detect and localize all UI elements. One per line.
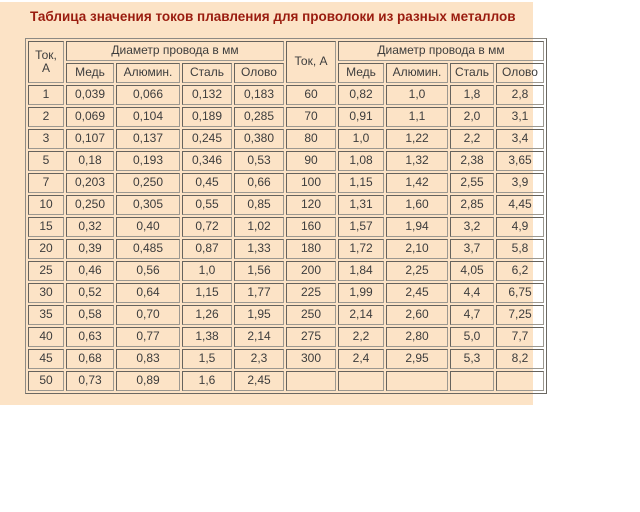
cell: 0,85: [234, 195, 284, 215]
cell: 1,72: [338, 239, 384, 259]
cell: 5: [28, 151, 64, 171]
table-row: [28, 151, 544, 171]
cell: 200: [286, 261, 336, 281]
table-row: [28, 261, 544, 281]
cell: 2,14: [234, 327, 284, 347]
cell: 0,82: [338, 85, 384, 105]
cell: 1,0: [338, 129, 384, 149]
cell: 7: [28, 173, 64, 193]
cell: 1,6: [182, 371, 232, 391]
cell: 5,8: [496, 239, 544, 259]
cell: 0,250: [66, 195, 114, 215]
cell: 0,87: [182, 239, 232, 259]
cell: 80: [286, 129, 336, 149]
cell: 7,25: [496, 305, 544, 325]
cell: 0,68: [66, 349, 114, 369]
table-row: [28, 283, 544, 303]
cell: 2,3: [234, 349, 284, 369]
cell: [496, 371, 544, 391]
cell: 30: [28, 283, 64, 303]
header-row-groups: [28, 41, 544, 61]
cell: 2,0: [450, 107, 494, 127]
cell: 1,02: [234, 217, 284, 237]
cell: 1,77: [234, 283, 284, 303]
cell: 1,33: [234, 239, 284, 259]
cell: 0,91: [338, 107, 384, 127]
cell: 2,60: [386, 305, 448, 325]
cell: 0,45: [182, 173, 232, 193]
cell: 0,73: [66, 371, 114, 391]
cell: 1,42: [386, 173, 448, 193]
metal-header-tin-left: Олово: [234, 63, 284, 83]
cell: [338, 371, 384, 391]
cell: 0,250: [116, 173, 180, 193]
metal-header-steel-left: Сталь: [182, 63, 232, 83]
table-row: [28, 217, 544, 237]
cell: 1,15: [338, 173, 384, 193]
cell: 1,32: [386, 151, 448, 171]
table-row: [28, 239, 544, 259]
page-title: Таблица значения токов плавления для проволоки из разных металлов: [30, 9, 516, 24]
table-row: [28, 327, 544, 347]
cell: 180: [286, 239, 336, 259]
cell: 0,32: [66, 217, 114, 237]
cell: 2,85: [450, 195, 494, 215]
cell: 0,39: [66, 239, 114, 259]
cell: 2,25: [386, 261, 448, 281]
cell: 0,58: [66, 305, 114, 325]
cell: 6,2: [496, 261, 544, 281]
cell: 6,75: [496, 283, 544, 303]
cell: [450, 371, 494, 391]
table-row: [28, 371, 544, 391]
table-row: [28, 107, 544, 127]
cell: 0,203: [66, 173, 114, 193]
cell: 1,8: [450, 85, 494, 105]
cell: 1,31: [338, 195, 384, 215]
cell: 1: [28, 85, 64, 105]
cell: 40: [28, 327, 64, 347]
cell: 90: [286, 151, 336, 171]
cell: 2,2: [450, 129, 494, 149]
diameter-group-header-left: Диаметр провода в мм: [66, 41, 284, 61]
cell: 300: [286, 349, 336, 369]
table-row: [28, 173, 544, 193]
cell: 0,069: [66, 107, 114, 127]
cell: 3,7: [450, 239, 494, 259]
cell: 0,485: [116, 239, 180, 259]
metal-header-steel-right: Сталь: [450, 63, 494, 83]
cell: 3,4: [496, 129, 544, 149]
cell: 5,3: [450, 349, 494, 369]
cell: 2,4: [338, 349, 384, 369]
table-row: [28, 85, 544, 105]
cell: 0,77: [116, 327, 180, 347]
cell: 250: [286, 305, 336, 325]
metal-header-tin-right: Олово: [496, 63, 544, 83]
cell: 0,72: [182, 217, 232, 237]
cell: 70: [286, 107, 336, 127]
cell: 5,0: [450, 327, 494, 347]
cell: 15: [28, 217, 64, 237]
cell: 60: [286, 85, 336, 105]
diameter-group-header-right: Диаметр провода в мм: [338, 41, 544, 61]
melting-current-table: [25, 38, 547, 394]
cell: 2,38: [450, 151, 494, 171]
cell: 1,84: [338, 261, 384, 281]
cell: 0,53: [234, 151, 284, 171]
cell: 2,45: [234, 371, 284, 391]
cell: 45: [28, 349, 64, 369]
cell: 4,7: [450, 305, 494, 325]
metal-header-aluminum-right: Алюмин.: [386, 63, 448, 83]
cell: 0,104: [116, 107, 180, 127]
cell: 3,1: [496, 107, 544, 127]
table-header: [28, 41, 544, 83]
table-row: [28, 305, 544, 325]
cell: 1,57: [338, 217, 384, 237]
cell: 0,193: [116, 151, 180, 171]
cell: 2,95: [386, 349, 448, 369]
cell: 7,7: [496, 327, 544, 347]
cell: 1,22: [386, 129, 448, 149]
table-row: [28, 195, 544, 215]
cell: 100: [286, 173, 336, 193]
cell: 1,26: [182, 305, 232, 325]
cell: 0,066: [116, 85, 180, 105]
table-row: [28, 349, 544, 369]
cell: 2,10: [386, 239, 448, 259]
cell: 35: [28, 305, 64, 325]
cell: 3,9: [496, 173, 544, 193]
cell: 160: [286, 217, 336, 237]
cell: 0,55: [182, 195, 232, 215]
current-column-header-right: Ток, А: [286, 41, 336, 83]
cell: 0,63: [66, 327, 114, 347]
cell: 0,346: [182, 151, 232, 171]
cell: 50: [28, 371, 64, 391]
cell: 0,189: [182, 107, 232, 127]
cell: 8,2: [496, 349, 544, 369]
metal-header-aluminum-left: Алюмин.: [116, 63, 180, 83]
cell: 0,132: [182, 85, 232, 105]
cell: 2,2: [338, 327, 384, 347]
cell: 0,245: [182, 129, 232, 149]
cell: 0,285: [234, 107, 284, 127]
cell: 0,183: [234, 85, 284, 105]
cell: 0,18: [66, 151, 114, 171]
cell: 2,80: [386, 327, 448, 347]
cell: 0,40: [116, 217, 180, 237]
cell: 1,60: [386, 195, 448, 215]
cell: 2,14: [338, 305, 384, 325]
cell: 1,1: [386, 107, 448, 127]
cell: 0,70: [116, 305, 180, 325]
cell: 1,94: [386, 217, 448, 237]
cell: 0,039: [66, 85, 114, 105]
cell: 20: [28, 239, 64, 259]
cell: 0,52: [66, 283, 114, 303]
cell: 120: [286, 195, 336, 215]
cell: 2,8: [496, 85, 544, 105]
cell: 4,4: [450, 283, 494, 303]
cell: 2,45: [386, 283, 448, 303]
cell: 1,0: [386, 85, 448, 105]
cell: 10: [28, 195, 64, 215]
cell: 1,99: [338, 283, 384, 303]
cell: 0,64: [116, 283, 180, 303]
current-column-header-left: Ток, А: [28, 41, 64, 83]
cell: 225: [286, 283, 336, 303]
cell: 0,107: [66, 129, 114, 149]
cell: 1,56: [234, 261, 284, 281]
cell: 25: [28, 261, 64, 281]
cell: 0,380: [234, 129, 284, 149]
metal-header-copper-left: Медь: [66, 63, 114, 83]
content-panel: [0, 2, 538, 405]
cell: 1,38: [182, 327, 232, 347]
cell: 0,66: [234, 173, 284, 193]
cell: 0,46: [66, 261, 114, 281]
cell: 1,95: [234, 305, 284, 325]
cell: 4,05: [450, 261, 494, 281]
cell: 2: [28, 107, 64, 127]
metal-header-copper-right: Медь: [338, 63, 384, 83]
cell: [286, 371, 336, 391]
cell: 3,65: [496, 151, 544, 171]
cell: 1,15: [182, 283, 232, 303]
melting-table-body: [28, 85, 544, 391]
cell: 0,83: [116, 349, 180, 369]
cell: 4,45: [496, 195, 544, 215]
cell: 4,9: [496, 217, 544, 237]
cell: 1,08: [338, 151, 384, 171]
table-row: [28, 129, 544, 149]
cell: 1,5: [182, 349, 232, 369]
cell: 275: [286, 327, 336, 347]
cell: 2,55: [450, 173, 494, 193]
cell: [386, 371, 448, 391]
cell: 0,89: [116, 371, 180, 391]
cell: 0,137: [116, 129, 180, 149]
cell: 3,2: [450, 217, 494, 237]
cell: 0,56: [116, 261, 180, 281]
cell: 3: [28, 129, 64, 149]
cell: 0,305: [116, 195, 180, 215]
cell: 1,0: [182, 261, 232, 281]
